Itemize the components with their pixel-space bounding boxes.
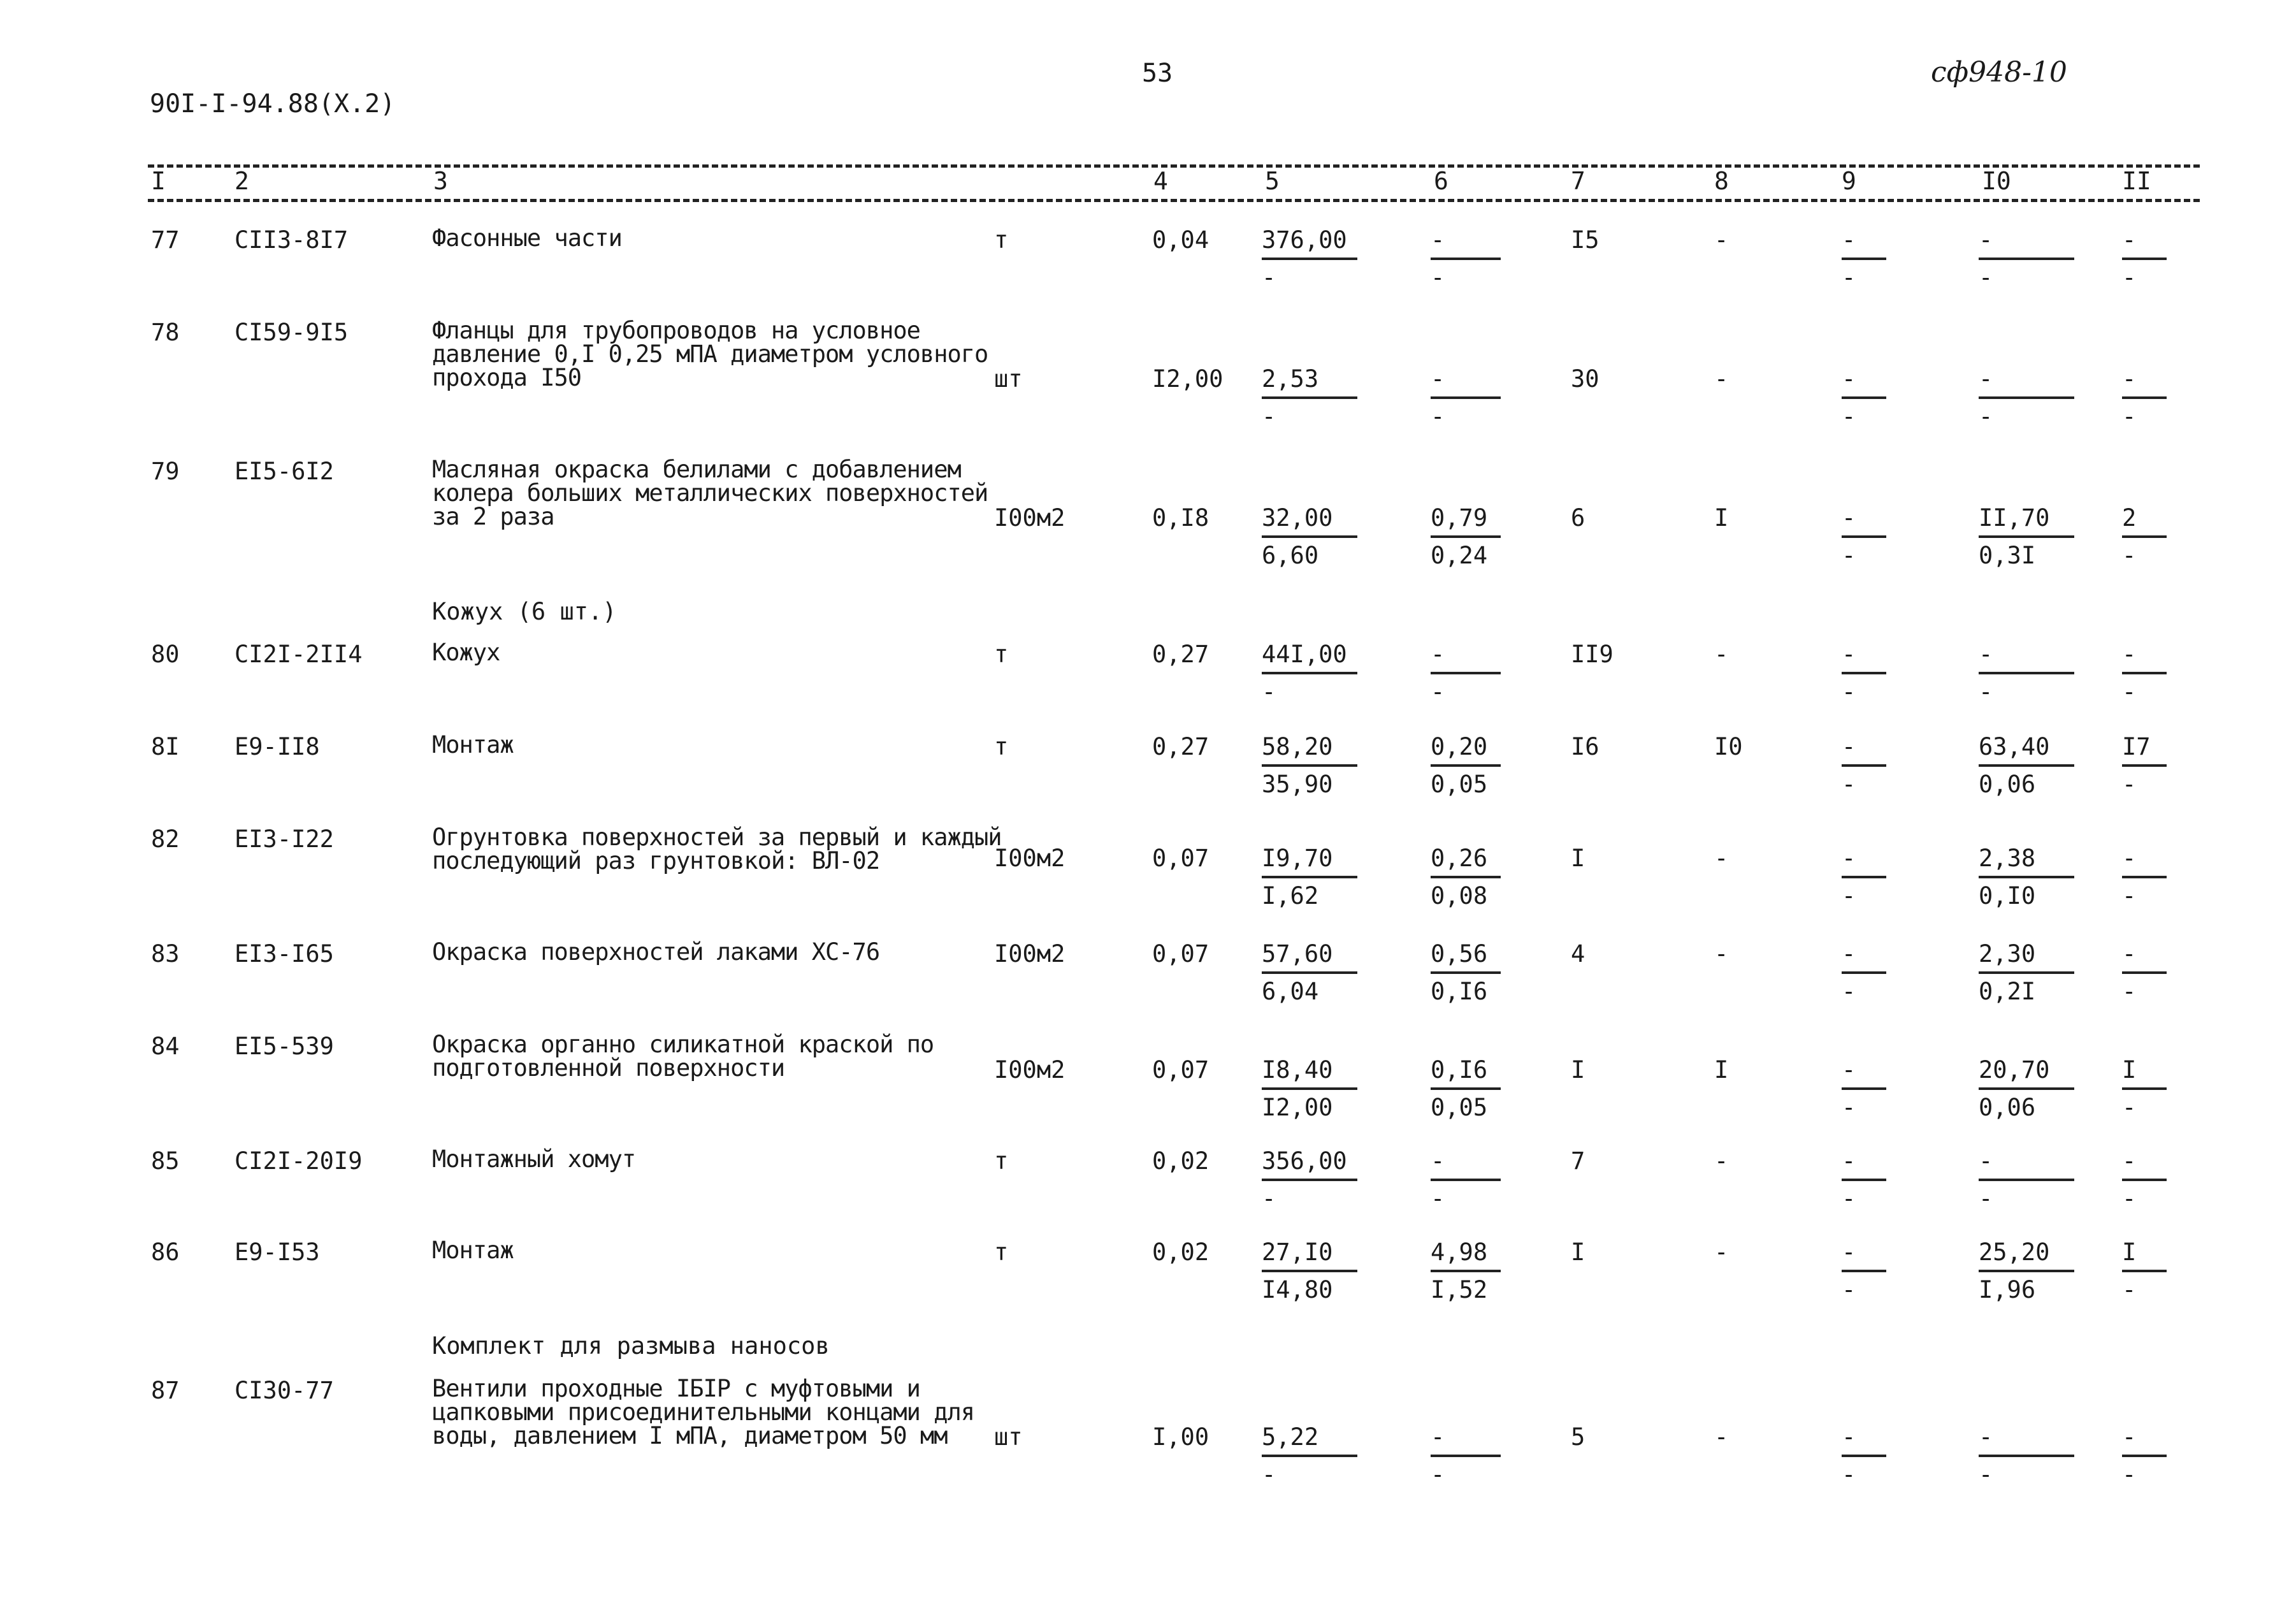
unit-of-measure: т <box>994 1147 1009 1175</box>
fraction-numerator: - <box>1842 845 1886 878</box>
col-9-fraction <box>1842 845 1886 910</box>
fraction-numerator: 20,70 <box>1979 1056 2074 1090</box>
fraction-denominator: - <box>2122 403 2137 430</box>
col-9-fraction <box>1842 226 1886 291</box>
col-7-value: I <box>1571 1056 1585 1084</box>
row-number: 8I <box>151 733 180 760</box>
fraction-denominator: I4,80 <box>1262 1276 1333 1303</box>
fraction-denominator: - <box>1842 1094 1856 1121</box>
col-6-fraction <box>1431 1423 1501 1488</box>
col-7-value: I <box>1571 845 1585 872</box>
fraction-numerator: 0,56 <box>1431 940 1501 974</box>
fraction-numerator: 2,38 <box>1979 845 2074 878</box>
col-6-fraction <box>1431 940 1501 1005</box>
page-number: 53 <box>1142 59 1173 88</box>
fraction-denominator: - <box>2122 1461 2137 1488</box>
quantity: 0,02 <box>1152 1238 1209 1266</box>
quantity: 0,07 <box>1152 940 1209 968</box>
col-7-value: II9 <box>1571 641 1614 668</box>
work-description: Масляная окраска белилами с добавлением колера больших металлических поверхностей за 2 раза <box>432 456 988 530</box>
fraction-denominator: - <box>1842 403 1856 430</box>
col-6-fraction <box>1431 641 1501 706</box>
col-10-fraction <box>1979 733 2074 798</box>
unit-of-measure: шт <box>994 1423 1023 1451</box>
col-header-3: 3 <box>433 167 448 195</box>
fraction-numerator: - <box>1842 1056 1886 1090</box>
fraction-denominator: I2,00 <box>1262 1094 1333 1121</box>
col-6-fraction <box>1431 365 1501 430</box>
col-7-value: 4 <box>1571 940 1585 968</box>
fraction-numerator: - <box>2122 226 2167 260</box>
code: CI2I-20I9 <box>235 1147 363 1175</box>
fraction-numerator: I7 <box>2122 733 2167 767</box>
col-6-fraction <box>1431 733 1501 798</box>
fraction-numerator: - <box>2122 641 2167 674</box>
fraction-denominator: 0,05 <box>1431 771 1488 798</box>
col-7-value: 6 <box>1571 504 1585 532</box>
fraction-denominator: I,96 <box>1979 1276 2036 1303</box>
fraction-numerator: 2,30 <box>1979 940 2074 974</box>
fraction-denominator: - <box>2122 1185 2137 1212</box>
unit-of-measure: т <box>994 641 1009 668</box>
fraction-denominator: - <box>2122 1094 2137 1121</box>
col-header-2: 2 <box>235 167 249 195</box>
col-5-fraction <box>1262 845 1357 910</box>
fraction-denominator: 0,24 <box>1431 542 1488 569</box>
fraction-numerator: I9,70 <box>1262 845 1357 878</box>
fraction-denominator: - <box>1979 678 1993 706</box>
col-7-value: 7 <box>1571 1147 1585 1175</box>
col-5-fraction <box>1262 1147 1357 1212</box>
col-5-fraction <box>1262 1238 1357 1303</box>
work-description: Окраска поверхностей лаками ХС-76 <box>432 938 880 966</box>
row-number: 83 <box>151 940 180 968</box>
col-header-7: 7 <box>1571 167 1585 195</box>
quantity: 0,I8 <box>1152 504 1209 532</box>
row-number: 84 <box>151 1033 180 1060</box>
row-number: 79 <box>151 458 180 485</box>
fraction-numerator: - <box>1431 226 1501 260</box>
fraction-denominator: 6,04 <box>1262 978 1319 1005</box>
fraction-denominator: - <box>1431 678 1445 706</box>
fraction-numerator: - <box>2122 845 2167 878</box>
col-10-fraction <box>1979 641 2074 706</box>
fraction-denominator: I,52 <box>1431 1276 1488 1303</box>
col-header-1: I <box>151 167 166 195</box>
col-6-fraction <box>1431 504 1501 569</box>
col-9-fraction <box>1842 940 1886 1005</box>
fraction-numerator: - <box>1979 1147 2074 1181</box>
col-header-10: I0 <box>1982 167 2011 195</box>
col-10-fraction <box>1979 1238 2074 1303</box>
col-9-fraction <box>1842 1147 1886 1212</box>
quantity: 0,04 <box>1152 226 1209 254</box>
code: CI59-9I5 <box>235 319 349 346</box>
col-6-fraction <box>1431 226 1501 291</box>
code: E9-I53 <box>235 1238 320 1266</box>
fraction-denominator: - <box>1431 403 1445 430</box>
fraction-numerator: - <box>1979 641 2074 674</box>
fraction-denominator: - <box>1979 403 1993 430</box>
unit-of-measure: I00м2 <box>994 1056 1065 1084</box>
col-6-fraction <box>1431 1056 1501 1121</box>
col-11-fraction <box>2122 845 2167 910</box>
fraction-numerator: - <box>1842 1147 1886 1181</box>
quantity: I,00 <box>1152 1423 1209 1451</box>
col-9-fraction <box>1842 1423 1886 1488</box>
work-description: Монтажный хомут <box>432 1145 636 1173</box>
work-description: Вентили проходные IБIР с муфтовыми и цапковыми присоединительными концами для воды, давлением I мПА, диаметром 50 мм <box>432 1375 975 1449</box>
col-11-fraction <box>2122 1147 2167 1212</box>
col-9-fraction <box>1842 504 1886 569</box>
fraction-numerator: 356,00 <box>1262 1147 1357 1181</box>
col-9-fraction <box>1842 733 1886 798</box>
quantity: 0,27 <box>1152 641 1209 668</box>
unit-of-measure: т <box>994 1238 1009 1266</box>
unit-of-measure: I00м2 <box>994 845 1065 872</box>
fraction-numerator: 0,79 <box>1431 504 1501 538</box>
fraction-numerator: - <box>1842 733 1886 767</box>
fraction-denominator: 0,3I <box>1979 542 2036 569</box>
row-number: 82 <box>151 825 180 853</box>
unit-of-measure: т <box>994 733 1009 760</box>
col-11-fraction <box>2122 1423 2167 1488</box>
fraction-denominator: - <box>1262 1185 1276 1212</box>
row-number: 87 <box>151 1377 180 1404</box>
row-number: 85 <box>151 1147 180 1175</box>
work-description: Монтаж <box>432 731 514 759</box>
fraction-denominator: - <box>1842 1276 1856 1303</box>
col-10-fraction <box>1979 1056 2074 1121</box>
col-6-fraction <box>1431 1147 1501 1212</box>
fraction-denominator: I,62 <box>1262 882 1319 910</box>
col-8-value: - <box>1714 1147 1729 1175</box>
col-10-fraction <box>1979 845 2074 910</box>
fraction-numerator: - <box>1842 1238 1886 1272</box>
row-number: 86 <box>151 1238 180 1266</box>
fraction-numerator: 376,00 <box>1262 226 1357 260</box>
col-9-fraction <box>1842 1238 1886 1303</box>
fraction-numerator: - <box>1431 1147 1501 1181</box>
fraction-numerator: 2,53 <box>1262 365 1357 399</box>
work-description: Окраска органно силикатной краской по подготовленной поверхности <box>432 1031 934 1082</box>
header-bottom-rule <box>148 199 2200 202</box>
fraction-denominator: - <box>2122 542 2137 569</box>
fraction-denominator: 0,I0 <box>1979 882 2036 910</box>
code: EI3-I65 <box>235 940 334 968</box>
col-9-fraction <box>1842 1056 1886 1121</box>
unit-of-measure: т <box>994 226 1009 254</box>
fraction-numerator: 5,22 <box>1262 1423 1357 1457</box>
fraction-denominator: 0,05 <box>1431 1094 1488 1121</box>
code: E9-II8 <box>235 733 320 760</box>
fraction-denominator: - <box>2122 882 2137 910</box>
col-7-value: 5 <box>1571 1423 1585 1451</box>
col-11-fraction <box>2122 733 2167 798</box>
unit-of-measure: I00м2 <box>994 504 1065 532</box>
col-11-fraction <box>2122 1056 2167 1121</box>
col-10-fraction <box>1979 504 2074 569</box>
document-code: 90I-I-94.88(X.2) <box>150 89 396 119</box>
fraction-numerator: 0,26 <box>1431 845 1501 878</box>
code: EI3-I22 <box>235 825 334 853</box>
fraction-numerator: - <box>2122 1147 2167 1181</box>
col-10-fraction <box>1979 226 2074 291</box>
fraction-numerator: - <box>1979 1423 2074 1457</box>
work-description: Кожух <box>432 639 500 666</box>
col-5-fraction <box>1262 365 1357 430</box>
quantity: 0,07 <box>1152 845 1209 872</box>
col-11-fraction <box>2122 1238 2167 1303</box>
col-header-9: 9 <box>1842 167 1856 195</box>
work-description: Фланцы для трубопроводов на условное давление 0,I 0,25 мПА диаметром условного прохода I50 <box>432 317 988 391</box>
fraction-denominator: 0,06 <box>1979 1094 2036 1121</box>
code: CI30-77 <box>235 1377 334 1404</box>
col-8-value: - <box>1714 1423 1729 1451</box>
col-8-value: - <box>1714 641 1729 668</box>
col-8-value: - <box>1714 226 1729 254</box>
quantity: 0,27 <box>1152 733 1209 760</box>
quantity: 0,07 <box>1152 1056 1209 1084</box>
col-5-fraction <box>1262 504 1357 569</box>
col-8-value: - <box>1714 1238 1729 1266</box>
fraction-numerator: - <box>1842 504 1886 538</box>
fraction-numerator: - <box>2122 1423 2167 1457</box>
col-10-fraction <box>1979 940 2074 1005</box>
fraction-numerator: 4,98 <box>1431 1238 1501 1272</box>
col-7-value: I5 <box>1571 226 1599 254</box>
fraction-numerator: 57,60 <box>1262 940 1357 974</box>
col-10-fraction <box>1979 365 2074 430</box>
fraction-denominator: - <box>1979 264 1993 291</box>
fraction-numerator: - <box>1842 226 1886 260</box>
quantity: 0,02 <box>1152 1147 1209 1175</box>
section-heading: Комплект для размыва наносов <box>432 1332 830 1360</box>
fraction-denominator: - <box>2122 771 2137 798</box>
col-9-fraction <box>1842 365 1886 430</box>
fraction-denominator: - <box>1842 264 1856 291</box>
fraction-denominator: - <box>1842 1461 1856 1488</box>
col-11-fraction <box>2122 226 2167 291</box>
fraction-denominator: - <box>1262 1461 1276 1488</box>
col-5-fraction <box>1262 733 1357 798</box>
col-10-fraction <box>1979 1423 2074 1488</box>
fraction-denominator: 0,2I <box>1979 978 2036 1005</box>
col-8-value: I <box>1714 504 1729 532</box>
fraction-denominator: 0,06 <box>1979 771 2036 798</box>
fraction-numerator: 2 <box>2122 504 2167 538</box>
col-header-8: 8 <box>1714 167 1729 195</box>
col-header-6: 6 <box>1434 167 1448 195</box>
fraction-denominator: - <box>2122 678 2137 706</box>
fraction-denominator: - <box>1431 1185 1445 1212</box>
section-heading: Кожух (6 шт.) <box>432 598 617 625</box>
fraction-numerator: 44I,00 <box>1262 641 1357 674</box>
unit-of-measure: I00м2 <box>994 940 1065 968</box>
row-number: 80 <box>151 641 180 668</box>
fraction-numerator: 27,I0 <box>1262 1238 1357 1272</box>
unit-of-measure: шт <box>994 365 1023 393</box>
col-5-fraction <box>1262 641 1357 706</box>
fraction-denominator: 6,60 <box>1262 542 1319 569</box>
fraction-numerator: I8,40 <box>1262 1056 1357 1090</box>
fraction-numerator: II,70 <box>1979 504 2074 538</box>
fraction-denominator: - <box>1262 264 1276 291</box>
fraction-numerator: - <box>1431 1423 1501 1457</box>
fraction-numerator: 63,40 <box>1979 733 2074 767</box>
col-6-fraction <box>1431 845 1501 910</box>
col-11-fraction <box>2122 940 2167 1005</box>
row-number: 78 <box>151 319 180 346</box>
col-9-fraction <box>1842 641 1886 706</box>
fraction-denominator: 35,90 <box>1262 771 1333 798</box>
col-8-value: - <box>1714 845 1729 872</box>
fraction-numerator: - <box>1842 641 1886 674</box>
fraction-numerator: 32,00 <box>1262 504 1357 538</box>
col-5-fraction <box>1262 1423 1357 1488</box>
fraction-numerator: - <box>1842 940 1886 974</box>
col-7-value: I <box>1571 1238 1585 1266</box>
fraction-numerator: - <box>2122 940 2167 974</box>
fraction-numerator: 58,20 <box>1262 733 1357 767</box>
fraction-numerator: - <box>2122 365 2167 399</box>
header-top-rule <box>148 164 2200 168</box>
col-8-value: - <box>1714 940 1729 968</box>
fraction-denominator: - <box>1262 403 1276 430</box>
fraction-numerator: - <box>1979 365 2074 399</box>
col-7-value: 30 <box>1571 365 1599 393</box>
col-7-value: I6 <box>1571 733 1599 760</box>
fraction-numerator: - <box>1842 1423 1886 1457</box>
quantity: I2,00 <box>1152 365 1224 393</box>
fraction-denominator: - <box>1842 771 1856 798</box>
fraction-denominator: - <box>1842 978 1856 1005</box>
col-5-fraction <box>1262 226 1357 291</box>
fraction-denominator: 0,08 <box>1431 882 1488 910</box>
code: CI2I-2II4 <box>235 641 363 668</box>
fraction-numerator: 0,20 <box>1431 733 1501 767</box>
col-8-value: I0 <box>1714 733 1743 760</box>
col-5-fraction <box>1262 1056 1357 1121</box>
fraction-denominator: - <box>1842 1185 1856 1212</box>
col-11-fraction <box>2122 504 2167 569</box>
fraction-denominator: - <box>1431 264 1445 291</box>
col-11-fraction <box>2122 365 2167 430</box>
fraction-numerator: - <box>1979 226 2074 260</box>
fraction-denominator: - <box>1842 542 1856 569</box>
col-8-value: - <box>1714 365 1729 393</box>
fraction-denominator: - <box>1979 1185 1993 1212</box>
col-header-4: 4 <box>1153 167 1168 195</box>
fraction-numerator: - <box>1431 365 1501 399</box>
fraction-numerator: 0,I6 <box>1431 1056 1501 1090</box>
handwritten-stamp: сф948-10 <box>1931 56 2067 89</box>
work-description: Фасонные части <box>432 224 622 252</box>
fraction-denominator: - <box>2122 264 2137 291</box>
fraction-numerator: I <box>2122 1238 2167 1272</box>
col-5-fraction <box>1262 940 1357 1005</box>
fraction-denominator: - <box>1979 1461 1993 1488</box>
row-number: 77 <box>151 226 180 254</box>
work-description: Монтаж <box>432 1237 514 1264</box>
col-header-5: 5 <box>1265 167 1280 195</box>
fraction-denominator: - <box>2122 978 2137 1005</box>
work-description: Огрунтовка поверхностей за первый и каждый последующий раз грунтовкой: ВЛ-02 <box>432 824 1002 875</box>
code: EI5-6I2 <box>235 458 334 485</box>
fraction-numerator: I <box>2122 1056 2167 1090</box>
col-11-fraction <box>2122 641 2167 706</box>
fraction-denominator: - <box>1842 882 1856 910</box>
col-6-fraction <box>1431 1238 1501 1303</box>
fraction-denominator: - <box>1262 678 1276 706</box>
fraction-denominator: - <box>1842 678 1856 706</box>
fraction-numerator: - <box>1431 641 1501 674</box>
fraction-denominator: 0,I6 <box>1431 978 1488 1005</box>
col-8-value: I <box>1714 1056 1729 1084</box>
fraction-numerator: 25,20 <box>1979 1238 2074 1272</box>
col-10-fraction <box>1979 1147 2074 1212</box>
code: EI5-539 <box>235 1033 334 1060</box>
fraction-denominator: - <box>2122 1276 2137 1303</box>
fraction-numerator: - <box>1842 365 1886 399</box>
code: CII3-8I7 <box>235 226 349 254</box>
fraction-denominator: - <box>1431 1461 1445 1488</box>
col-header-11: II <box>2122 167 2151 195</box>
